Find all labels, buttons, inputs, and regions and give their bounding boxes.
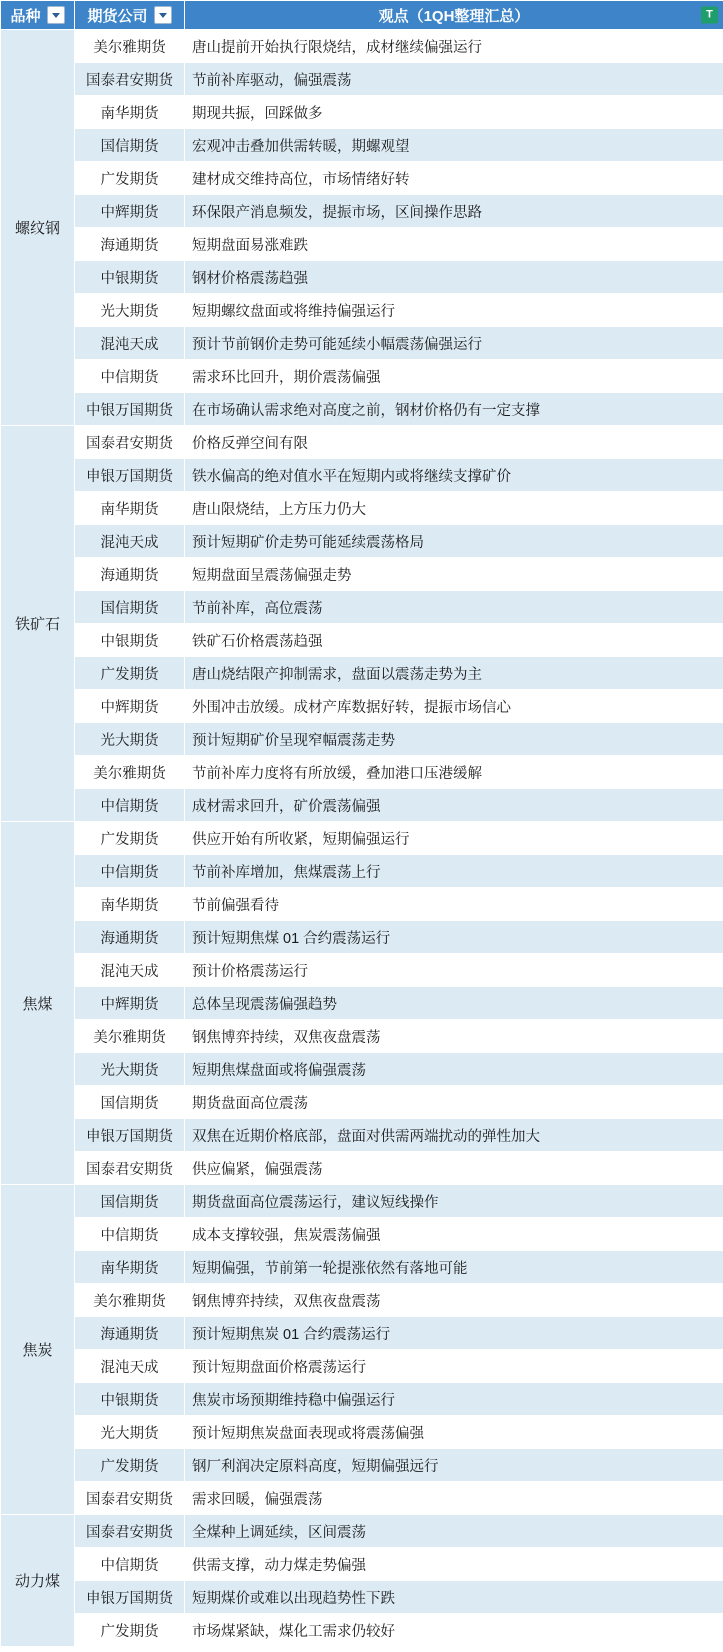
company-cell: 混沌天成	[75, 327, 185, 360]
table-row	[1, 1614, 723, 1647]
view-cell: 全煤种上调延续，区间震荡	[185, 1515, 723, 1548]
filter-dropdown-icon-company[interactable]	[154, 6, 172, 24]
company-cell: 中银万国期货	[75, 393, 185, 426]
table-row	[1, 30, 723, 63]
table-row	[1, 63, 723, 96]
table-row	[1, 624, 723, 657]
view-cell: 短期焦煤盘面或将偏强震荡	[185, 1053, 723, 1086]
company-cell: 广发期货	[75, 1449, 185, 1482]
view-cell: 期货盘面高位震荡运行，建议短线操作	[185, 1185, 723, 1218]
table-row	[1, 558, 723, 591]
view-cell: 期货盘面高位震荡	[185, 1086, 723, 1119]
company-cell: 光大期货	[75, 1053, 185, 1086]
company-cell: 中银期货	[75, 1383, 185, 1416]
view-cell: 钢焦博弈持续，双焦夜盘震荡	[185, 1284, 723, 1317]
view-cell: 钢厂利润决定原料高度，短期偏强远行	[185, 1449, 723, 1482]
table-row	[1, 954, 723, 987]
view-cell: 预计短期矿价走势可能延续震荡格局	[185, 525, 723, 558]
company-cell: 混沌天成	[75, 954, 185, 987]
company-cell: 中辉期货	[75, 987, 185, 1020]
column-header-variety	[1, 1, 75, 30]
company-cell: 中信期货	[75, 360, 185, 393]
view-cell: 宏观冲击叠加供需转暖，期螺观望	[185, 129, 723, 162]
table-header	[1, 1, 723, 30]
view-cell: 需求环比回升，期价震荡偏强	[185, 360, 723, 393]
company-cell: 美尔雅期货	[75, 1020, 185, 1053]
view-cell: 唐山烧结限产抑制需求，盘面以震荡走势为主	[185, 657, 723, 690]
company-cell: 国泰君安期货	[75, 1515, 185, 1548]
table-row	[1, 426, 723, 459]
table-row	[1, 1482, 723, 1515]
company-cell: 中银期货	[75, 624, 185, 657]
company-cell: 海通期货	[75, 558, 185, 591]
view-cell: 短期偏强，节前第一轮提涨依然有落地可能	[185, 1251, 723, 1284]
company-cell: 中信期货	[75, 1548, 185, 1581]
company-cell: 中银期货	[75, 261, 185, 294]
company-cell: 国信期货	[75, 1086, 185, 1119]
view-cell: 铁矿石价格震荡趋强	[185, 624, 723, 657]
table-row	[1, 228, 723, 261]
table-row	[1, 525, 723, 558]
table-row	[1, 1383, 723, 1416]
view-cell: 总体呈现震荡偏强趋势	[185, 987, 723, 1020]
view-cell: 节前补库力度将有所放缓，叠加港口压港缓解	[185, 756, 723, 789]
view-cell: 预计节前钢价走势可能延续小幅震荡偏强运行	[185, 327, 723, 360]
company-cell: 广发期货	[75, 657, 185, 690]
column-header-view	[185, 1, 723, 30]
view-cell: 节前偏强看待	[185, 888, 723, 921]
view-cell: 成材需求回升，矿价震荡偏强	[185, 789, 723, 822]
table-row	[1, 162, 723, 195]
view-cell: 预计短期焦炭 01 合约震荡运行	[185, 1317, 723, 1350]
company-cell: 南华期货	[75, 96, 185, 129]
column-header-variety-label: 品种	[10, 7, 41, 25]
view-cell: 外围冲击放缓。成材产库数据好转，提振市场信心	[185, 690, 723, 723]
table-row	[1, 888, 723, 921]
company-cell: 光大期货	[75, 723, 185, 756]
table-row	[1, 129, 723, 162]
table-row	[1, 1548, 723, 1581]
company-cell: 海通期货	[75, 921, 185, 954]
table-row	[1, 1515, 723, 1548]
column-header-view-label: 观点（1QH整理汇总）	[378, 7, 530, 25]
company-cell: 中信期货	[75, 1218, 185, 1251]
column-header-company	[75, 1, 185, 30]
table-row	[1, 822, 723, 855]
company-cell: 国泰君安期货	[75, 426, 185, 459]
view-cell: 双焦在近期价格底部，盘面对供需两端扰动的弹性加大	[185, 1119, 723, 1152]
table-row	[1, 1020, 723, 1053]
view-cell: 成本支撑较强，焦炭震荡偏强	[185, 1218, 723, 1251]
table-row	[1, 690, 723, 723]
table-row	[1, 1581, 723, 1614]
view-cell: 预计短期焦煤 01 合约震荡运行	[185, 921, 723, 954]
view-cell: 供应偏紧，偏强震荡	[185, 1152, 723, 1185]
company-cell: 国信期货	[75, 1185, 185, 1218]
company-cell: 申银万国期货	[75, 1119, 185, 1152]
table-row	[1, 1449, 723, 1482]
view-cell: 短期螺纹盘面或将维持偏强运行	[185, 294, 723, 327]
table-row	[1, 492, 723, 525]
table-row	[1, 1086, 723, 1119]
view-cell: 环保限产消息频发，提振市场，区间操作思路	[185, 195, 723, 228]
table-row	[1, 1119, 723, 1152]
view-cell: 焦炭市场预期维持稳中偏强运行	[185, 1383, 723, 1416]
view-cell: 短期盘面易涨难跌	[185, 228, 723, 261]
variety-cell: 铁矿石	[1, 426, 75, 822]
table-row	[1, 1317, 723, 1350]
view-cell: 铁水偏高的绝对值水平在短期内或将继续支撑矿价	[185, 459, 723, 492]
variety-cell: 动力煤	[1, 1515, 75, 1647]
table-row	[1, 327, 723, 360]
company-cell: 国信期货	[75, 129, 185, 162]
table-row	[1, 921, 723, 954]
company-cell: 美尔雅期货	[75, 30, 185, 63]
company-cell: 美尔雅期货	[75, 1284, 185, 1317]
table-row	[1, 1284, 723, 1317]
company-cell: 国泰君安期货	[75, 1482, 185, 1515]
company-cell: 南华期货	[75, 888, 185, 921]
company-cell: 国泰君安期货	[75, 1152, 185, 1185]
table-row	[1, 789, 723, 822]
view-cell: 钢焦博弈持续，双焦夜盘震荡	[185, 1020, 723, 1053]
table-row	[1, 360, 723, 393]
company-cell: 广发期货	[75, 162, 185, 195]
company-cell: 南华期货	[75, 492, 185, 525]
company-cell: 申银万国期货	[75, 1581, 185, 1614]
view-cell: 在市场确认需求绝对高度之前，钢材价格仍有一定支撑	[185, 393, 723, 426]
company-cell: 广发期货	[75, 822, 185, 855]
company-cell: 申银万国期货	[75, 459, 185, 492]
company-cell: 国泰君安期货	[75, 63, 185, 96]
company-cell: 光大期货	[75, 294, 185, 327]
table-row	[1, 393, 723, 426]
table-row	[1, 1185, 723, 1218]
table-row	[1, 1350, 723, 1383]
company-cell: 海通期货	[75, 228, 185, 261]
view-cell: 预计短期矿价呈现窄幅震荡走势	[185, 723, 723, 756]
table-row	[1, 1053, 723, 1086]
view-cell: 短期煤价或难以出现趋势性下跌	[185, 1581, 723, 1614]
table-row	[1, 1152, 723, 1185]
table-row	[1, 96, 723, 129]
table-row	[1, 261, 723, 294]
view-cell: 短期盘面呈震荡偏强走势	[185, 558, 723, 591]
company-cell: 中辉期货	[75, 195, 185, 228]
company-cell: 混沌天成	[75, 525, 185, 558]
table-row	[1, 987, 723, 1020]
table-row	[1, 294, 723, 327]
variety-cell: 焦炭	[1, 1185, 75, 1515]
view-cell: 供应开始有所收紧，短期偏强运行	[185, 822, 723, 855]
company-cell: 海通期货	[75, 1317, 185, 1350]
table-row	[1, 756, 723, 789]
table-body	[1, 30, 723, 1647]
company-cell: 广发期货	[75, 1614, 185, 1647]
variety-cell: 螺纹钢	[1, 30, 75, 426]
view-cell: 唐山限烧结，上方压力仍大	[185, 492, 723, 525]
view-cell: 唐山提前开始执行限烧结，成材继续偏强运行	[185, 30, 723, 63]
view-cell: 预计短期焦炭盘面表现或将震荡偏强	[185, 1416, 723, 1449]
view-cell: 供需支撑，动力煤走势偏强	[185, 1548, 723, 1581]
company-cell: 中辉期货	[75, 690, 185, 723]
table-row	[1, 855, 723, 888]
company-cell: 国信期货	[75, 591, 185, 624]
view-cell: 建材成交维持高位，市场情绪好转	[185, 162, 723, 195]
company-cell: 南华期货	[75, 1251, 185, 1284]
table-row	[1, 195, 723, 228]
view-cell: 需求回暖，偏强震荡	[185, 1482, 723, 1515]
table-row	[1, 1416, 723, 1449]
view-cell: 钢材价格震荡趋强	[185, 261, 723, 294]
company-cell: 美尔雅期货	[75, 756, 185, 789]
company-cell: 中信期货	[75, 789, 185, 822]
view-cell: 预计短期盘面价格震荡运行	[185, 1350, 723, 1383]
table-row	[1, 1251, 723, 1284]
table-row	[1, 657, 723, 690]
view-cell: 节前补库增加，焦煤震荡上行	[185, 855, 723, 888]
table-row	[1, 723, 723, 756]
view-cell: 节前补库驱动，偏强震荡	[185, 63, 723, 96]
view-cell: 预计价格震荡运行	[185, 954, 723, 987]
view-cell: 市场煤紧缺，煤化工需求仍较好	[185, 1614, 723, 1647]
view-cell: 价格反弹空间有限	[185, 426, 723, 459]
table-row	[1, 459, 723, 492]
variety-cell: 焦煤	[1, 822, 75, 1185]
view-cell: 期现共振，回踩做多	[185, 96, 723, 129]
view-cell: 节前补库，高位震荡	[185, 591, 723, 624]
company-cell: 光大期货	[75, 1416, 185, 1449]
table-row	[1, 591, 723, 624]
table-row	[1, 1218, 723, 1251]
table-corner-icon[interactable]: T	[701, 7, 718, 24]
company-cell: 中信期货	[75, 855, 185, 888]
company-cell: 混沌天成	[75, 1350, 185, 1383]
column-header-company-label: 期货公司	[87, 7, 148, 25]
filter-dropdown-icon-variety[interactable]	[47, 6, 65, 24]
